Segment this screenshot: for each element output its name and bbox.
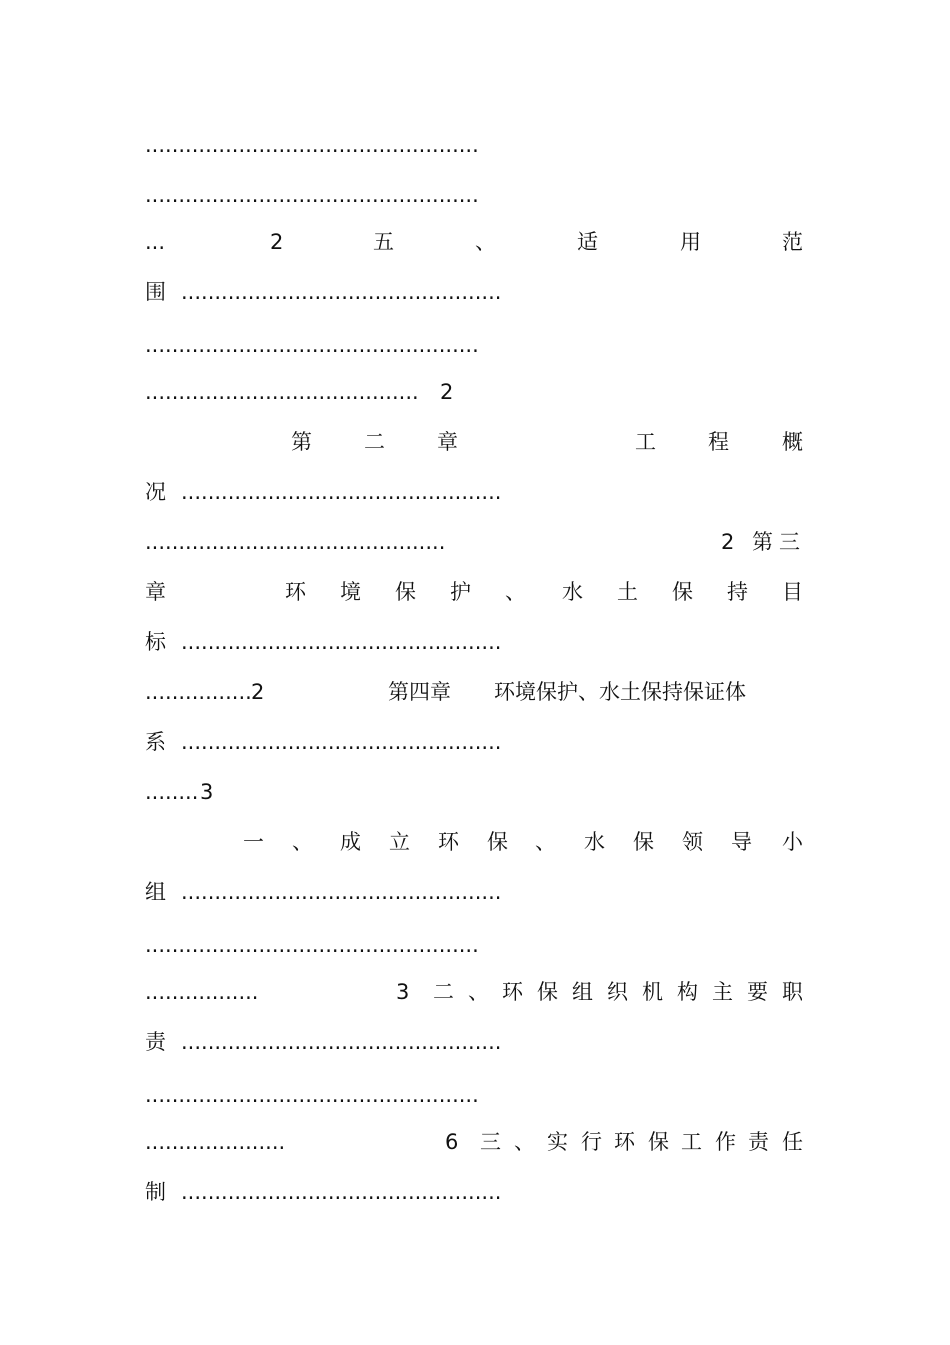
toc-char: 作 [715,1130,736,1154]
toc-char: 第 [291,430,312,454]
toc-line [145,825,805,859]
toc-char: 责 [748,1130,769,1154]
toc-char: 机 [642,980,663,1004]
leader-dots: ................. [145,980,259,1004]
leader-dots: ................ [145,680,252,704]
page-number: 6 [445,1130,459,1154]
toc-line [145,1175,805,1209]
page-number: 3 [396,980,410,1004]
toc-char: 、 [505,580,526,604]
toc-char: 成 [340,830,361,854]
toc-char: 章 [145,580,166,604]
toc-line [145,128,805,162]
toc-char: 实 [547,1130,568,1154]
toc-char: 工 [681,1130,702,1154]
toc-char: 保 [672,580,693,604]
toc-char: 目 [782,580,803,604]
page-number: 2 [721,530,735,554]
page-number: 2 [251,680,265,704]
leader-dots: ..................... [145,1130,286,1154]
toc-char: 保 [633,830,654,854]
toc-char: 环 [285,580,306,604]
toc-line [145,725,805,759]
leader-dots: .................................................. [145,933,479,957]
toc-line [145,875,805,909]
leader-dots: .................................................. [145,183,479,207]
toc-char: 程 [708,430,729,454]
toc-char: 标 [145,630,166,654]
toc-line [145,328,805,362]
toc-char: 、 [535,830,556,854]
chapter-label: 第四章 [388,680,451,704]
toc-char: 范 [782,230,803,254]
toc-char: 组 [572,980,593,1004]
toc-char: 土 [617,580,638,604]
toc-line [145,425,805,459]
toc-char: 行 [581,1130,602,1154]
toc-char: 、 [475,230,496,254]
toc-char: 水 [584,830,605,854]
toc-line [145,625,805,659]
leader-dots: .................................................. [145,133,479,157]
toc-line [145,178,805,212]
page-number: 2 [440,380,454,404]
page-number: 2 [270,230,284,254]
leader-dots: ................................................ [181,1180,502,1204]
toc-char: 导 [731,830,752,854]
leader-dots: ................................................ [181,1030,502,1054]
toc-char: 、 [292,830,313,854]
toc-char: 保 [537,980,558,1004]
toc-line [145,928,805,962]
toc-char: 况 [145,480,166,504]
toc-line [145,275,805,309]
toc-line [145,475,805,509]
toc-char: 境 [340,580,361,604]
toc-char: 领 [682,830,703,854]
chapter-label: 第三 [752,530,806,554]
toc-char: 要 [747,980,768,1004]
toc-char: 、 [514,1130,535,1154]
leader-dots: ................................................ [181,730,502,754]
toc-char: 职 [782,980,803,1004]
toc-char: 保 [487,830,508,854]
toc-line [145,225,805,259]
toc-char: 二 [433,980,454,1004]
toc-char: 水 [562,580,583,604]
toc-char: 工 [635,430,656,454]
toc-line [145,525,805,559]
toc-line [145,1125,805,1159]
page-number: 3 [200,780,214,804]
toc-line [145,1025,805,1059]
toc-char: 环 [614,1130,635,1154]
toc-line [145,675,805,709]
toc-char: 二 [364,430,385,454]
leader-dots: ................................................ [181,280,502,304]
leader-dots: .................................................. [145,1083,479,1107]
toc-line [145,775,805,809]
toc-char: 立 [389,830,410,854]
leader-dots: .................................................. [145,333,479,357]
toc-char: 任 [782,1130,803,1154]
toc-char: 适 [577,230,598,254]
leader-dots: ................................................ [181,480,502,504]
chapter-title: 环境保护、水土保持保证体 [494,680,746,704]
toc-char: 环 [502,980,523,1004]
leader-dots: ................................................ [181,630,502,654]
toc-char: 用 [680,230,701,254]
leader-dots: ............................................. [145,530,446,554]
leader-dots: ........ [145,780,199,804]
toc-char: 织 [607,980,628,1004]
toc-line [145,575,805,609]
toc-char: 护 [450,580,471,604]
toc-char: 章 [437,430,458,454]
toc-char: 一 [243,830,264,854]
toc-line [145,375,805,409]
toc-char: 三 [480,1130,501,1154]
toc-char: 概 [782,430,803,454]
leader-dots: ................................................ [181,880,502,904]
leader-dots: ... [145,230,166,254]
toc-char: 持 [727,580,748,604]
toc-char: 系 [145,730,166,754]
toc-char: 制 [145,1180,166,1204]
toc-char: 五 [373,230,394,254]
toc-char: 、 [468,980,489,1004]
toc-char: 组 [145,880,166,904]
toc-char: 小 [782,830,803,854]
toc-char: 保 [648,1130,669,1154]
leader-dots: ......................................... [145,380,419,404]
toc-char: 环 [438,830,459,854]
toc-char: 责 [145,1030,166,1054]
toc-char: 主 [712,980,733,1004]
toc-char: 围 [145,280,166,304]
toc-line [145,1078,805,1112]
toc-line [145,975,805,1009]
toc-char: 构 [677,980,698,1004]
toc-char: 保 [395,580,416,604]
